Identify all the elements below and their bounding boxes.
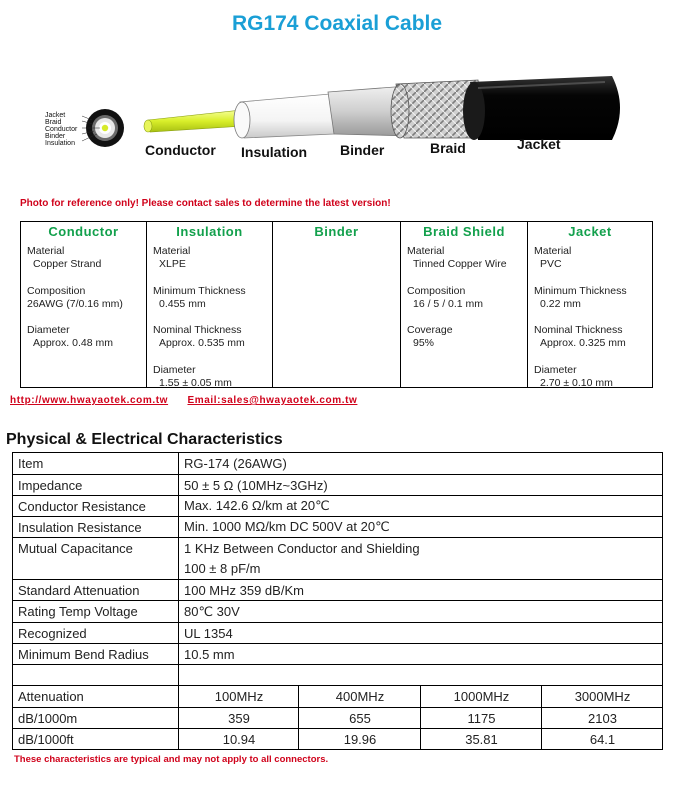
website-link[interactable]: http://www.hwayaotek.com.tw — [10, 395, 169, 406]
table-row: Recognized UL 1354 — [13, 623, 663, 644]
spec-item: Nominal Thickness Approx. 0.535 mm — [153, 324, 245, 349]
spec-heading: Braid Shield — [423, 224, 505, 239]
spec-heading: Binder — [314, 224, 359, 239]
spec-item: Minimum Thickness 0.22 mm — [534, 285, 627, 310]
spec-item: Composition 26AWG (7/0.16 mm) — [27, 285, 123, 310]
table-row: Standard Attenuation 100 MHz 359 dB/Km — [13, 580, 663, 601]
table-row: Insulation Resistance Min. 1000 MΩ/km DC 500V at 20℃ — [13, 517, 663, 538]
attenuation-row: dB/1000ft 10.94 19.96 35.81 64.1 — [13, 729, 663, 750]
spec-col-binder — [273, 222, 401, 387]
label-jacket: Jacket — [517, 136, 561, 152]
disclaimer-text: Photo for reference only! Please contact sales to determine the latest version! — [20, 198, 391, 209]
spec-heading: Jacket — [568, 224, 612, 239]
label-insulation: Insulation — [241, 144, 308, 160]
spec-item: Material XLPE — [153, 245, 191, 270]
spec-item: Material Copper Strand — [27, 245, 102, 270]
table-row: Rating Temp Voltage 80℃ 30V — [13, 601, 663, 623]
spec-item: Nominal Thickness Approx. 0.325 mm — [534, 324, 626, 349]
cable-illustration — [0, 68, 674, 168]
spec-heading: Insulation — [176, 224, 243, 239]
cs-label-insulation: Insulation — [45, 140, 75, 147]
spec-col-braid-shield — [401, 222, 528, 387]
spec-col-jacket — [528, 222, 652, 387]
footnote-text: These characteristics are typical and may not apply to all connectors. — [14, 754, 329, 765]
cs-label-conductor: Conductor — [45, 126, 78, 133]
spec-item: Material Tinned Copper Wire — [407, 245, 507, 270]
table-row: Conductor Resistance Max. 142.6 Ω/km at 20℃ — [13, 496, 663, 517]
spec-item: Material PVC — [534, 245, 572, 270]
physical-characteristics-table — [12, 452, 663, 750]
spec-item: Coverage 95% — [407, 324, 453, 349]
cs-label-binder: Binder — [45, 133, 66, 140]
label-braid: Braid — [430, 140, 466, 156]
spec-item: Diameter 1.55 ± 0.05 mm — [153, 364, 232, 389]
table-row: Mutual Capacitance 1 KHz Between Conductor and Shielding 100 ± 8 pF/m — [13, 538, 663, 580]
page-title: RG174 Coaxial Cable — [231, 12, 443, 35]
conductor-wire — [148, 110, 244, 132]
spec-item: Diameter 2.70 ± 0.10 mm — [534, 364, 613, 389]
email-link[interactable]: Email:sales@hwayaotek.com.tw — [187, 395, 358, 406]
cs-label-braid: Braid — [45, 119, 62, 126]
table-row: Item RG-174 (26AWG) — [13, 453, 663, 475]
spec-item: Composition 16 / 5 / 0.1 mm — [407, 285, 484, 310]
spec-col-insulation — [147, 222, 273, 387]
spec-item: Diameter Approx. 0.48 mm — [27, 324, 113, 349]
label-conductor: Conductor — [145, 142, 216, 158]
attenuation-row: dB/1000m 359 655 1175 2103 — [13, 708, 663, 729]
spec-item: Minimum Thickness 0.455 mm — [153, 285, 246, 310]
table-row: Impedance 50 ± 5 Ω (10MHz~3GHz) — [13, 475, 663, 496]
label-binder: Binder — [340, 142, 385, 158]
table-row: Minimum Bend Radius 10.5 mm — [13, 644, 663, 665]
physical-section-title: Physical & Electrical Characteristics — [6, 431, 283, 448]
table-row-empty — [13, 665, 663, 686]
attenuation-header-row: Attenuation 100MHz 400MHz 1000MHz 3000MHz — [13, 686, 663, 708]
construction-spec-table — [20, 221, 653, 388]
cross-section — [82, 109, 124, 147]
insulation-layer — [240, 94, 334, 138]
spec-col-conductor — [21, 222, 147, 387]
cable-drawing — [0, 68, 674, 168]
spec-heading: Conductor — [48, 224, 119, 239]
contact-links — [10, 395, 357, 406]
cs-label-jacket: Jacket — [45, 112, 66, 119]
